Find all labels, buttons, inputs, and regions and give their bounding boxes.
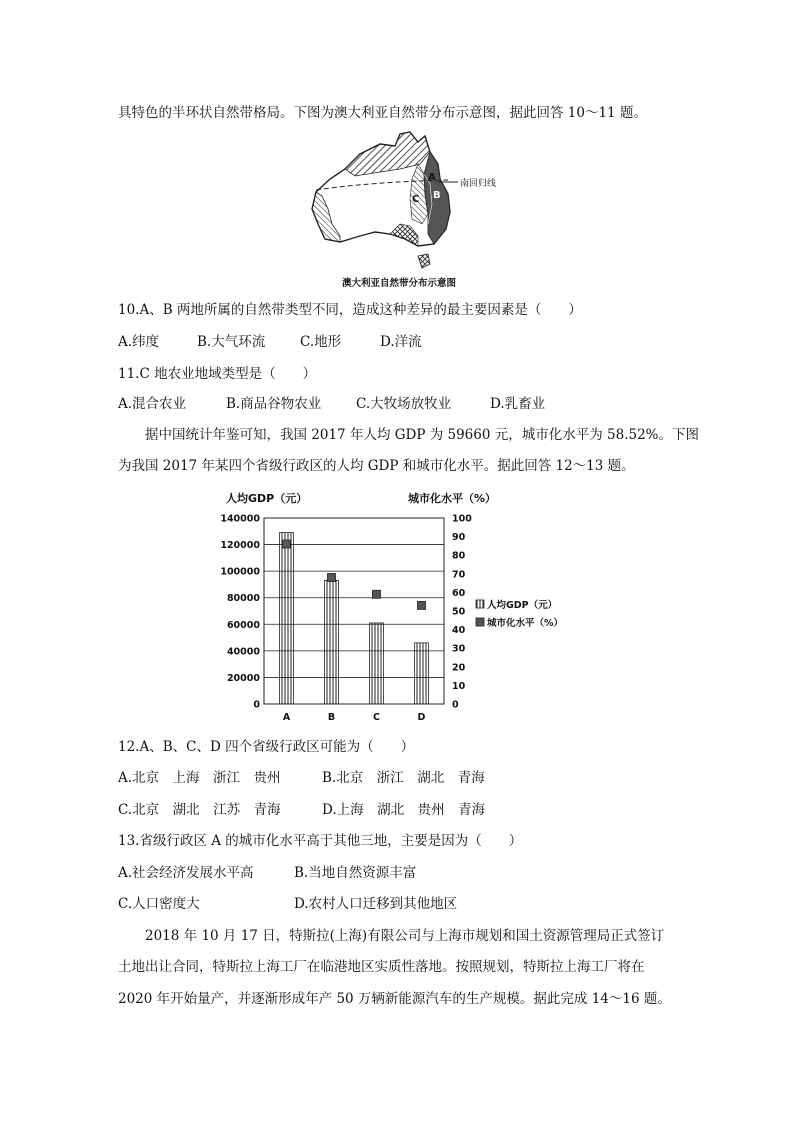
q10-option-a: A.纬度	[118, 334, 160, 350]
legend-label-gdp: 人均GDP（元）	[487, 600, 558, 611]
q13-option-b: B.当地自然资源丰富	[294, 865, 417, 881]
q13-option-c: C.人口密度大	[118, 896, 200, 912]
q10-option-c: C.地形	[300, 334, 342, 350]
left-tick-label: 0	[253, 699, 260, 711]
left-tick-label: 20000	[226, 672, 260, 684]
australia-natural-zone-map	[300, 124, 500, 294]
right-tick-label: 40	[452, 625, 466, 637]
urbanization-marker-d	[418, 601, 426, 609]
gdp-bar-d	[415, 643, 429, 704]
q13-option-a: A.社会经济发展水平高	[118, 865, 254, 881]
right-tick-label: 20	[452, 662, 466, 674]
left-tick-label: 120000	[220, 540, 260, 552]
gdp-bar-a	[280, 533, 294, 704]
q11-option-b: B.商品谷物农业	[226, 396, 322, 412]
para2-line1: 2018 年 10 月 17 日，特斯拉(上海)有限公司与上海市规划和国土资源管理局正式签订	[145, 928, 665, 944]
point-label-a: A	[428, 172, 436, 183]
q10-option-b: B.大气环流	[197, 334, 266, 350]
tasmania	[418, 254, 430, 268]
para1-line1: 据中国统计年鉴可知，我国 2017 年人均 GDP 为 59660 元，城市化水平为 58.52%。下图	[145, 427, 700, 443]
gdp-bar-b	[325, 580, 339, 704]
category-label-d: D	[417, 712, 426, 723]
tropic-label: 南回归线	[460, 179, 497, 189]
q11-option-c: C.大牧场放牧业	[356, 396, 452, 412]
left-axis-title: 人均GDP（元）	[226, 492, 308, 505]
right-tick-label: 80	[452, 550, 466, 562]
q11-stem: 11.C 地农业地域类型是（ ）	[118, 366, 317, 382]
q12-option-a: A.北京 上海 浙江 贵州	[118, 770, 281, 786]
right-tick-label: 70	[452, 569, 466, 581]
urbanization-marker-c	[373, 590, 381, 598]
category-label-a: A	[282, 712, 291, 723]
urbanization-marker-b	[328, 574, 336, 582]
category-label-c: C	[373, 712, 380, 723]
left-tick-label: 140000	[220, 513, 260, 525]
intro-line: 具特色的半环状自然带格局。下图为澳大利亚自然带分布示意图，据此回答 10～11 题。	[118, 105, 647, 121]
q12-stem: 12.A、B、C、D 四个省级行政区可能为（ ）	[118, 739, 415, 755]
right-tick-label: 0	[452, 699, 459, 711]
q13-option-d: D.农村人口迁移到其他地区	[294, 896, 458, 912]
q11-option-d: D.乳畜业	[490, 396, 546, 412]
right-tick-label: 50	[452, 606, 466, 618]
map-caption: 澳大利亚自然带分布示意图	[342, 278, 457, 289]
legend-label-urbanization: 城市化水平（%）	[487, 618, 564, 629]
legend-swatch-gdp	[476, 600, 484, 608]
q12-option-c: C.北京 湖北 江苏 青海	[118, 802, 281, 818]
q10-option-d: D.洋流	[380, 334, 422, 350]
left-tick-label: 100000	[220, 566, 260, 578]
right-tick-label: 100	[452, 513, 472, 525]
q13-stem: 13.省级行政区 A 的城市化水平高于其他三地，主要是因为（ ）	[118, 833, 523, 849]
q11-option-a: A.混合农业	[118, 396, 187, 412]
q12-option-b: B.北京 浙江 湖北 青海	[322, 770, 485, 786]
gdp-urbanization-chart	[218, 490, 564, 730]
left-tick-label: 40000	[226, 646, 260, 658]
left-tick-label: 60000	[226, 619, 260, 631]
point-label-c: C	[412, 194, 420, 205]
right-tick-label: 90	[452, 532, 466, 544]
right-tick-label: 10	[452, 680, 466, 692]
para2-line2: 土地出让合同，特斯拉上海工厂在临港地区实质性落地。按照规划，特斯拉上海工厂将在	[118, 959, 645, 975]
urbanization-marker-a	[283, 540, 291, 548]
para2-line3: 2020 年开始量产，并逐渐形成年产 50 万辆新能源汽车的生产规模。据此完成 14～16 题。	[118, 991, 671, 1007]
point-label-b: B	[433, 190, 441, 201]
category-label-b: B	[327, 712, 336, 723]
right-axis-title: 城市化水平（%）	[408, 492, 497, 505]
left-tick-label: 80000	[226, 593, 260, 605]
q10-stem: 10.A、B 两地所属的自然带类型不同，造成这种差异的最主要因素是（ ）	[118, 302, 582, 318]
right-tick-label: 60	[452, 587, 466, 599]
q12-option-d: D.上海 湖北 贵州 青海	[322, 802, 486, 818]
legend-swatch-urbanization	[476, 618, 484, 626]
para1-line2: 为我国 2017 年某四个省级行政区的人均 GDP 和城市化水平。据此回答 12～13 题。	[118, 458, 635, 474]
right-tick-label: 30	[452, 643, 466, 655]
gdp-bar-c	[370, 623, 384, 704]
